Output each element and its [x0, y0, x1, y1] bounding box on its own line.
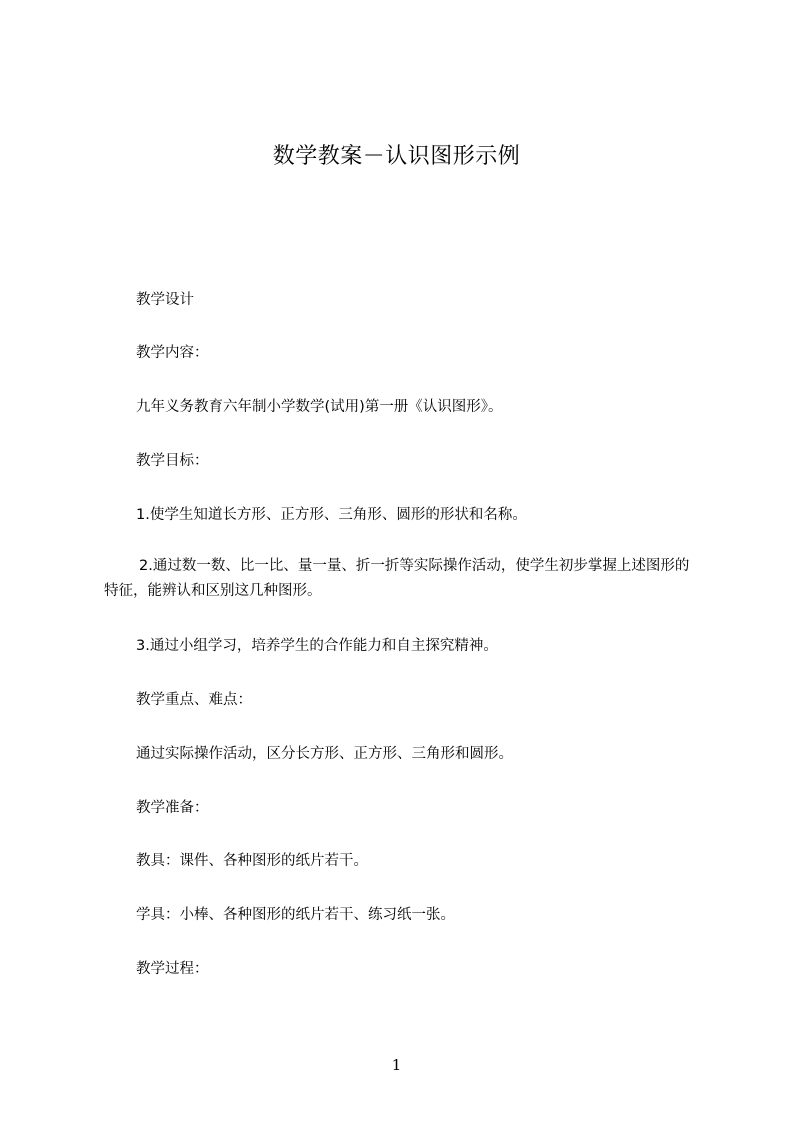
- keypoints-paragraph: 通过实际操作活动，区分长方形、正方形、三角形和圆形。: [136, 746, 513, 762]
- page-number: 1: [391, 1056, 402, 1074]
- section-heading-goals: 教学目标：: [136, 453, 209, 469]
- learning-aids-paragraph: 学具：小棒、各种图形的纸片若干、练习纸一张。: [136, 907, 455, 923]
- section-heading-keypoints: 教学重点、难点：: [136, 692, 252, 708]
- section-heading-preparation: 教学准备：: [136, 800, 209, 816]
- section-heading-design: 教学设计: [136, 292, 194, 308]
- goal-item-2: 2.通过数一数、比一比、量一量、折一折等实际操作活动，使学生初步掌握上述图形的特征，能辨认和区别这几种图形。: [104, 558, 690, 599]
- goal-item-3: 3.通过小组学习，培养学生的合作能力和自主探究精神。: [136, 638, 498, 654]
- goal-item-1: 1.使学生知道长方形、正方形、三角形、圆形的形状和名称。: [136, 507, 527, 523]
- section-heading-content: 教学内容：: [136, 345, 209, 361]
- content-paragraph: 九年义务教育六年制小学数学(试用)第一册《认识图形》。: [136, 399, 503, 415]
- teaching-aids-paragraph: 教具：课件、各种图形的纸片若干。: [136, 853, 368, 869]
- section-heading-process: 教学过程：: [136, 961, 209, 977]
- page-title: 数学教案－认识图形示例: [272, 144, 521, 169]
